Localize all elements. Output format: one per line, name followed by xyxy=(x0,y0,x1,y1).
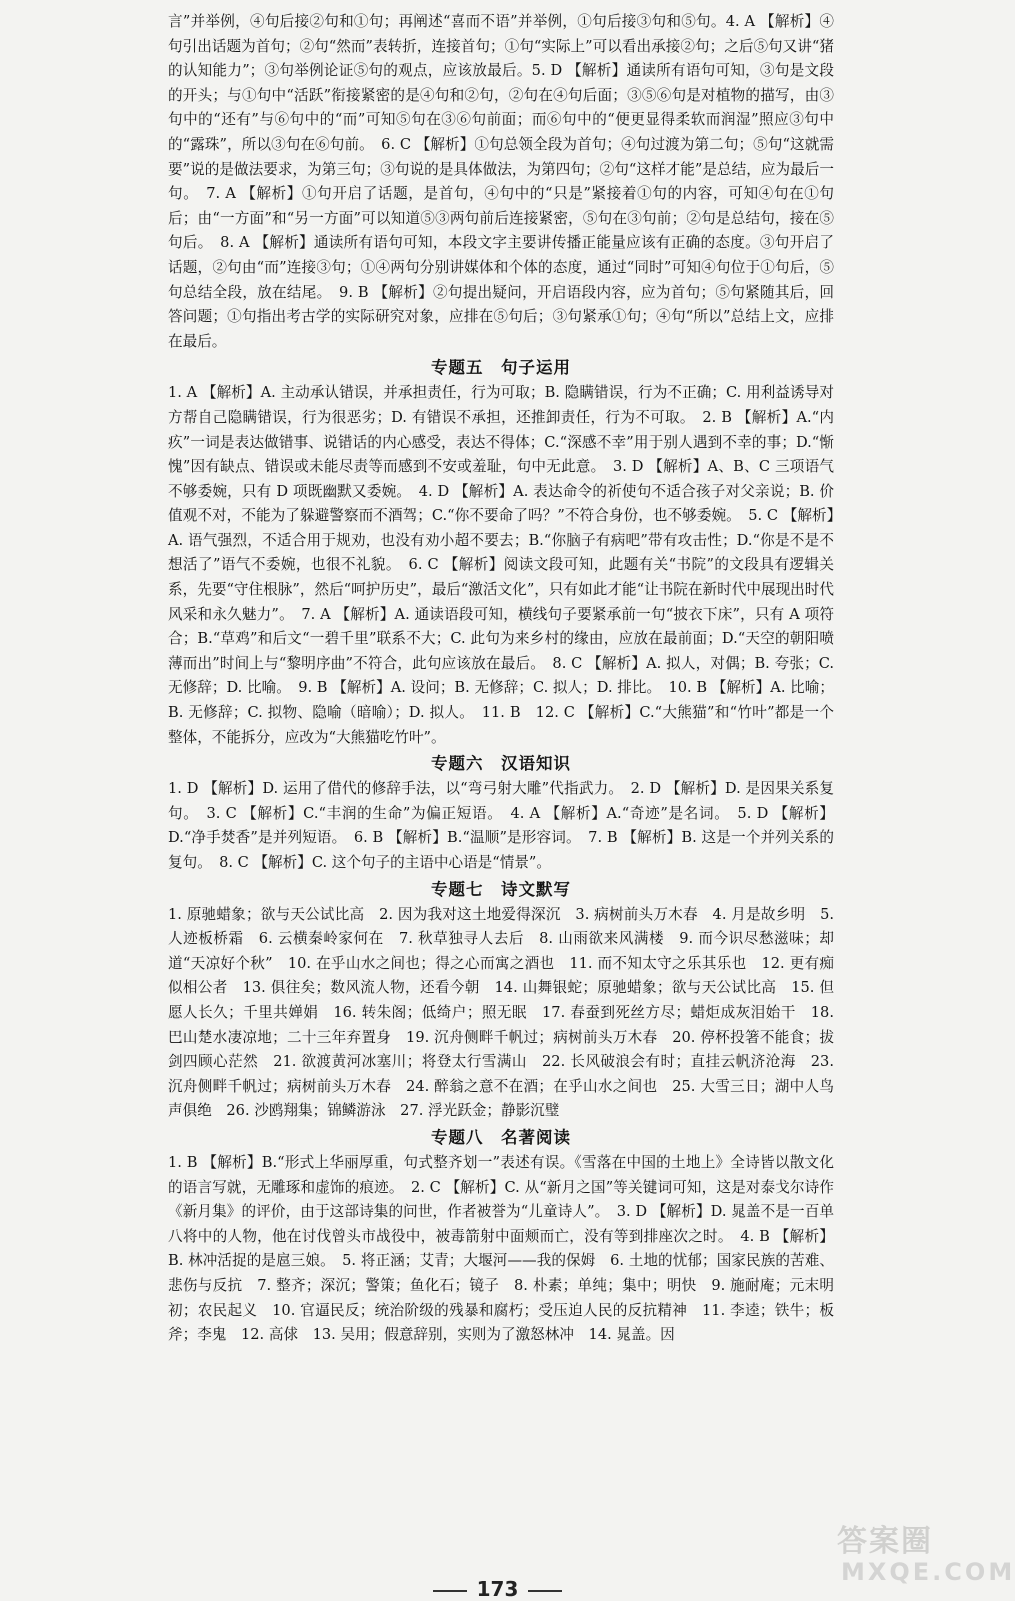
section-heading-6: 专题六 汉语知识 xyxy=(431,754,571,774)
section-heading-5: 专题五 句子运用 xyxy=(431,358,571,378)
section-heading-7: 专题七 诗文默写 xyxy=(431,879,571,899)
watermark-logo xyxy=(831,1516,1015,1594)
section-heading-8: 专题八 名著阅读 xyxy=(431,1127,571,1147)
page-number: 173 xyxy=(476,1577,519,1601)
footer-dash-left xyxy=(433,1590,467,1592)
paragraph-section-6: 1. D 【解析】D. 运用了借代的修辞手法，以“弯弓射大雕”代指武力。 2. D 【解析】D. 是因果关系复句。 3. C 【解析】C.“丰润的生命”为偏正短语。 4. A 【解析】A.“奇迹”是名词。 5. D 【解析】D.“净手焚香”是并列短语。 6. B 【解析】B.“温顺”是形容词。 7. B 【解析】B. 这是一个并列关系的复句。 8. C 【解析】C. 这个句子的主语中心语是“情景”。 xyxy=(168,780,834,871)
watermark-line2: MXQE.COM xyxy=(841,1558,1015,1586)
paragraph-section-5: 1. A 【解析】A. 主动承认错误，并承担责任，行为可取；B. 隐瞒错误，行为不正确；C. 用利益诱导对方帮自己隐瞒错误，行为很恶劣；D. 有错误不承担，还推卸责任，行为不可取。 2. B 【解析】A.“内疚”一词是表达做错事、说错话的内心感受，表达不得体；C.“深感不幸”用于别人遇到不幸的事；D.“惭愧”因有缺点、错误或未能尽责等而感到不安或羞耻，句中无此意。 3. D 【解析】A、B、C 三项语气不够委婉，只有 D 项既幽默又委婉。 4. D 【解析】A. 表达命令的祈使句不适合孩子对父亲说；B. 价值观不对，不能为了躲避警察而不酒驾；C.“你不要命了吗？”不符合身份，也不够委婉。 5. C 【解析】A. 语气强烈，不适合用于规劝，也没有劝小超不要去；B.“你脑子有病吧”带有攻击性；D.“你是不是不想活了”语气不委婉，也很不礼貌。 6. C 【解析】阅读文段可知，此题有关“书院”的文段具有逻辑关系，先要“守住根脉”，然后“呵护历史”，最后“激活文化”，只有如此才能“让书院在新时代中展现出时代风采和永久魅力”。 7. A 【解析】A. 通读语段可知，横线句子要紧承前一句“披衣下床”，只有 A 项符合；B.“草鸡”和后文“一碧千里”联系不大；C. 此句为来乡村的缘由，应放在最前面；D.“天空的朝阳喷薄而出”时间上与“黎明序曲”不符合，此句应该放在最后。 8. C 【解析】A. 拟人，对偶；B. 夸张；C. 无修辞；D. 比喻。 9. B 【解析】A. 设问；B. 无修辞；C. 拟人；D. 排比。 10. B 【解析】A. 比喻；B. 无修辞；C. 拟物、隐喻（暗喻）；D. 拟人。 11. B 12. C 【解析】C.“大熊猫”和“竹叶”都是一个整体，不能拆分，应改为“大熊猫吃竹叶”。 xyxy=(168,384,834,746)
footer-dash-right xyxy=(528,1590,562,1592)
paragraph-section-8: 1. B 【解析】B.“形式上华丽厚重，句式整齐划一”表述有误。《雪落在中国的土地上》全诗皆以散文化的语言写就，无雕琢和虚饰的痕迹。 2. C 【解析】C. 从“新月之国”等关键词可知，这是对泰戈尔诗作《新月集》的评价，由于这部诗集的问世，作者被誉为“儿童诗人”。 3. D 【解析】D. 晁盖不是一百单八将中的人物，他在讨伐曾头市战役中，被毒箭射中面颊而亡，没有等到排座次之时。 4. B 【解析】B. 林冲活捉的是扈三娘。 5. 将正涵；艾青；大堰河——我的保姆 6. 土地的忧郁；国家民族的苦难、悲伤与反抗 7. 整齐；深沉；警策；鱼化石；镜子 8. 朴素；单纯；集中；明快 9. 施耐庵；元末明初；农民起义 10. 官逼民反；统治阶级的残暴和腐朽；受压迫人民的反抗精神 11. 李逵；铁牛；板斧；李鬼 12. 高俅 13. 吴用；假意辞别，实则为了激怒林冲 14. 晁盖。因 xyxy=(168,1153,834,1344)
answer-page xyxy=(168,10,834,1348)
paragraph-intro: 言”并举例，④句后接②句和①句；再阐述“喜而不语”并举例，①句后接③句和⑤句。4. A 【解析】④句引出话题为首句；②句“然而”表转折，连接首句；①句“实际上”可以看出承接②句；之后⑤句又讲“猪的认知能力”；③句举例论证⑤句的观点，应该放最后。5. D 【解析】通读所有语句可知，③句是文段的开头；与①句中“活跃”衔接紧密的是④句和②句，②句在④句后面；③⑤⑥句是对植物的描写，由③句中的“还有”与⑥句中的“而”可知⑤句在③⑥句前面；而⑥句中的“便更显得柔软而润湿”照应③句中的“露珠”，所以③句在⑥句前。 6. C 【解析】①句总领全段为首句；④句过渡为第二句；⑤句“这就需要”说的是做法要求，为第三句；③句说的是具体做法，为第四句；②句“这样才能”是总结，应为最后一句。 7. A 【解析】①句开启了话题，是首句，④句中的“只是”紧接着①句的内容，可知④句在①句后；由“一方面”和“另一方面”可以知道⑤③两句前后连接紧密，⑤句在③句前；②句是总结句，接在⑤句后。 8. A 【解析】通读所有语句可知，本段文字主要讲传播正能量应该有正确的态度。③句开启了话题，②句由“而”连接③句；①④两句分别讲媒体和个体的态度，通过“同时”可知④句位于①句后，⑤句总结全段，放在结尾。 9. B 【解析】②句提出疑问，开启语段内容，应为首句；⑤句紧随其后，回答问题；①句指出考古学的实际研究对象，应排在⑤句后；③句紧承①句；④句“所以”总结上文，应排在最后。 xyxy=(168,13,834,350)
paragraph-section-7: 1. 原驰蜡象；欲与天公试比高 2. 因为我对这土地爱得深沉 3. 病树前头万木春 4. 月是故乡明 5. 人迹板桥霜 6. 云横秦岭家何在 7. 秋草独寻人去后 8. 山雨欲来风满楼 9. 而今识尽愁滋味；却道“天凉好个秋” 10. 在乎山水之间也；得之心而寓之酒也 11. 而不知太守之乐其乐也 12. 更有痴似相公者 13. 俱往矣；数风流人物，还看今朝 14. 山舞银蛇；原驰蜡象；欲与天公试比高 15. 但愿人长久；千里共婵娟 16. 转朱阁；低绮户；照无眠 17. 春蚕到死丝方尽；蜡炬成灰泪始干 18. 巴山楚水凄凉地；二十三年弃置身 19. 沉舟侧畔千帆过；病树前头万木春 20. 停杯投箸不能食；拔剑四顾心茫然 21. 欲渡黄河冰塞川；将登太行雪满山 22. 长风破浪会有时；直挂云帆济沧海 23. 沉舟侧畔千帆过；病树前头万木春 24. 醉翁之意不在酒；在乎山水之间也 25. 大雪三日；湖中人鸟声俱绝 26. 沙鸥翔集；锦鳞游泳 27. 浮光跃金；静影沉璧 xyxy=(168,905,834,1120)
watermark-line1: 答案圈 xyxy=(837,1524,933,1559)
